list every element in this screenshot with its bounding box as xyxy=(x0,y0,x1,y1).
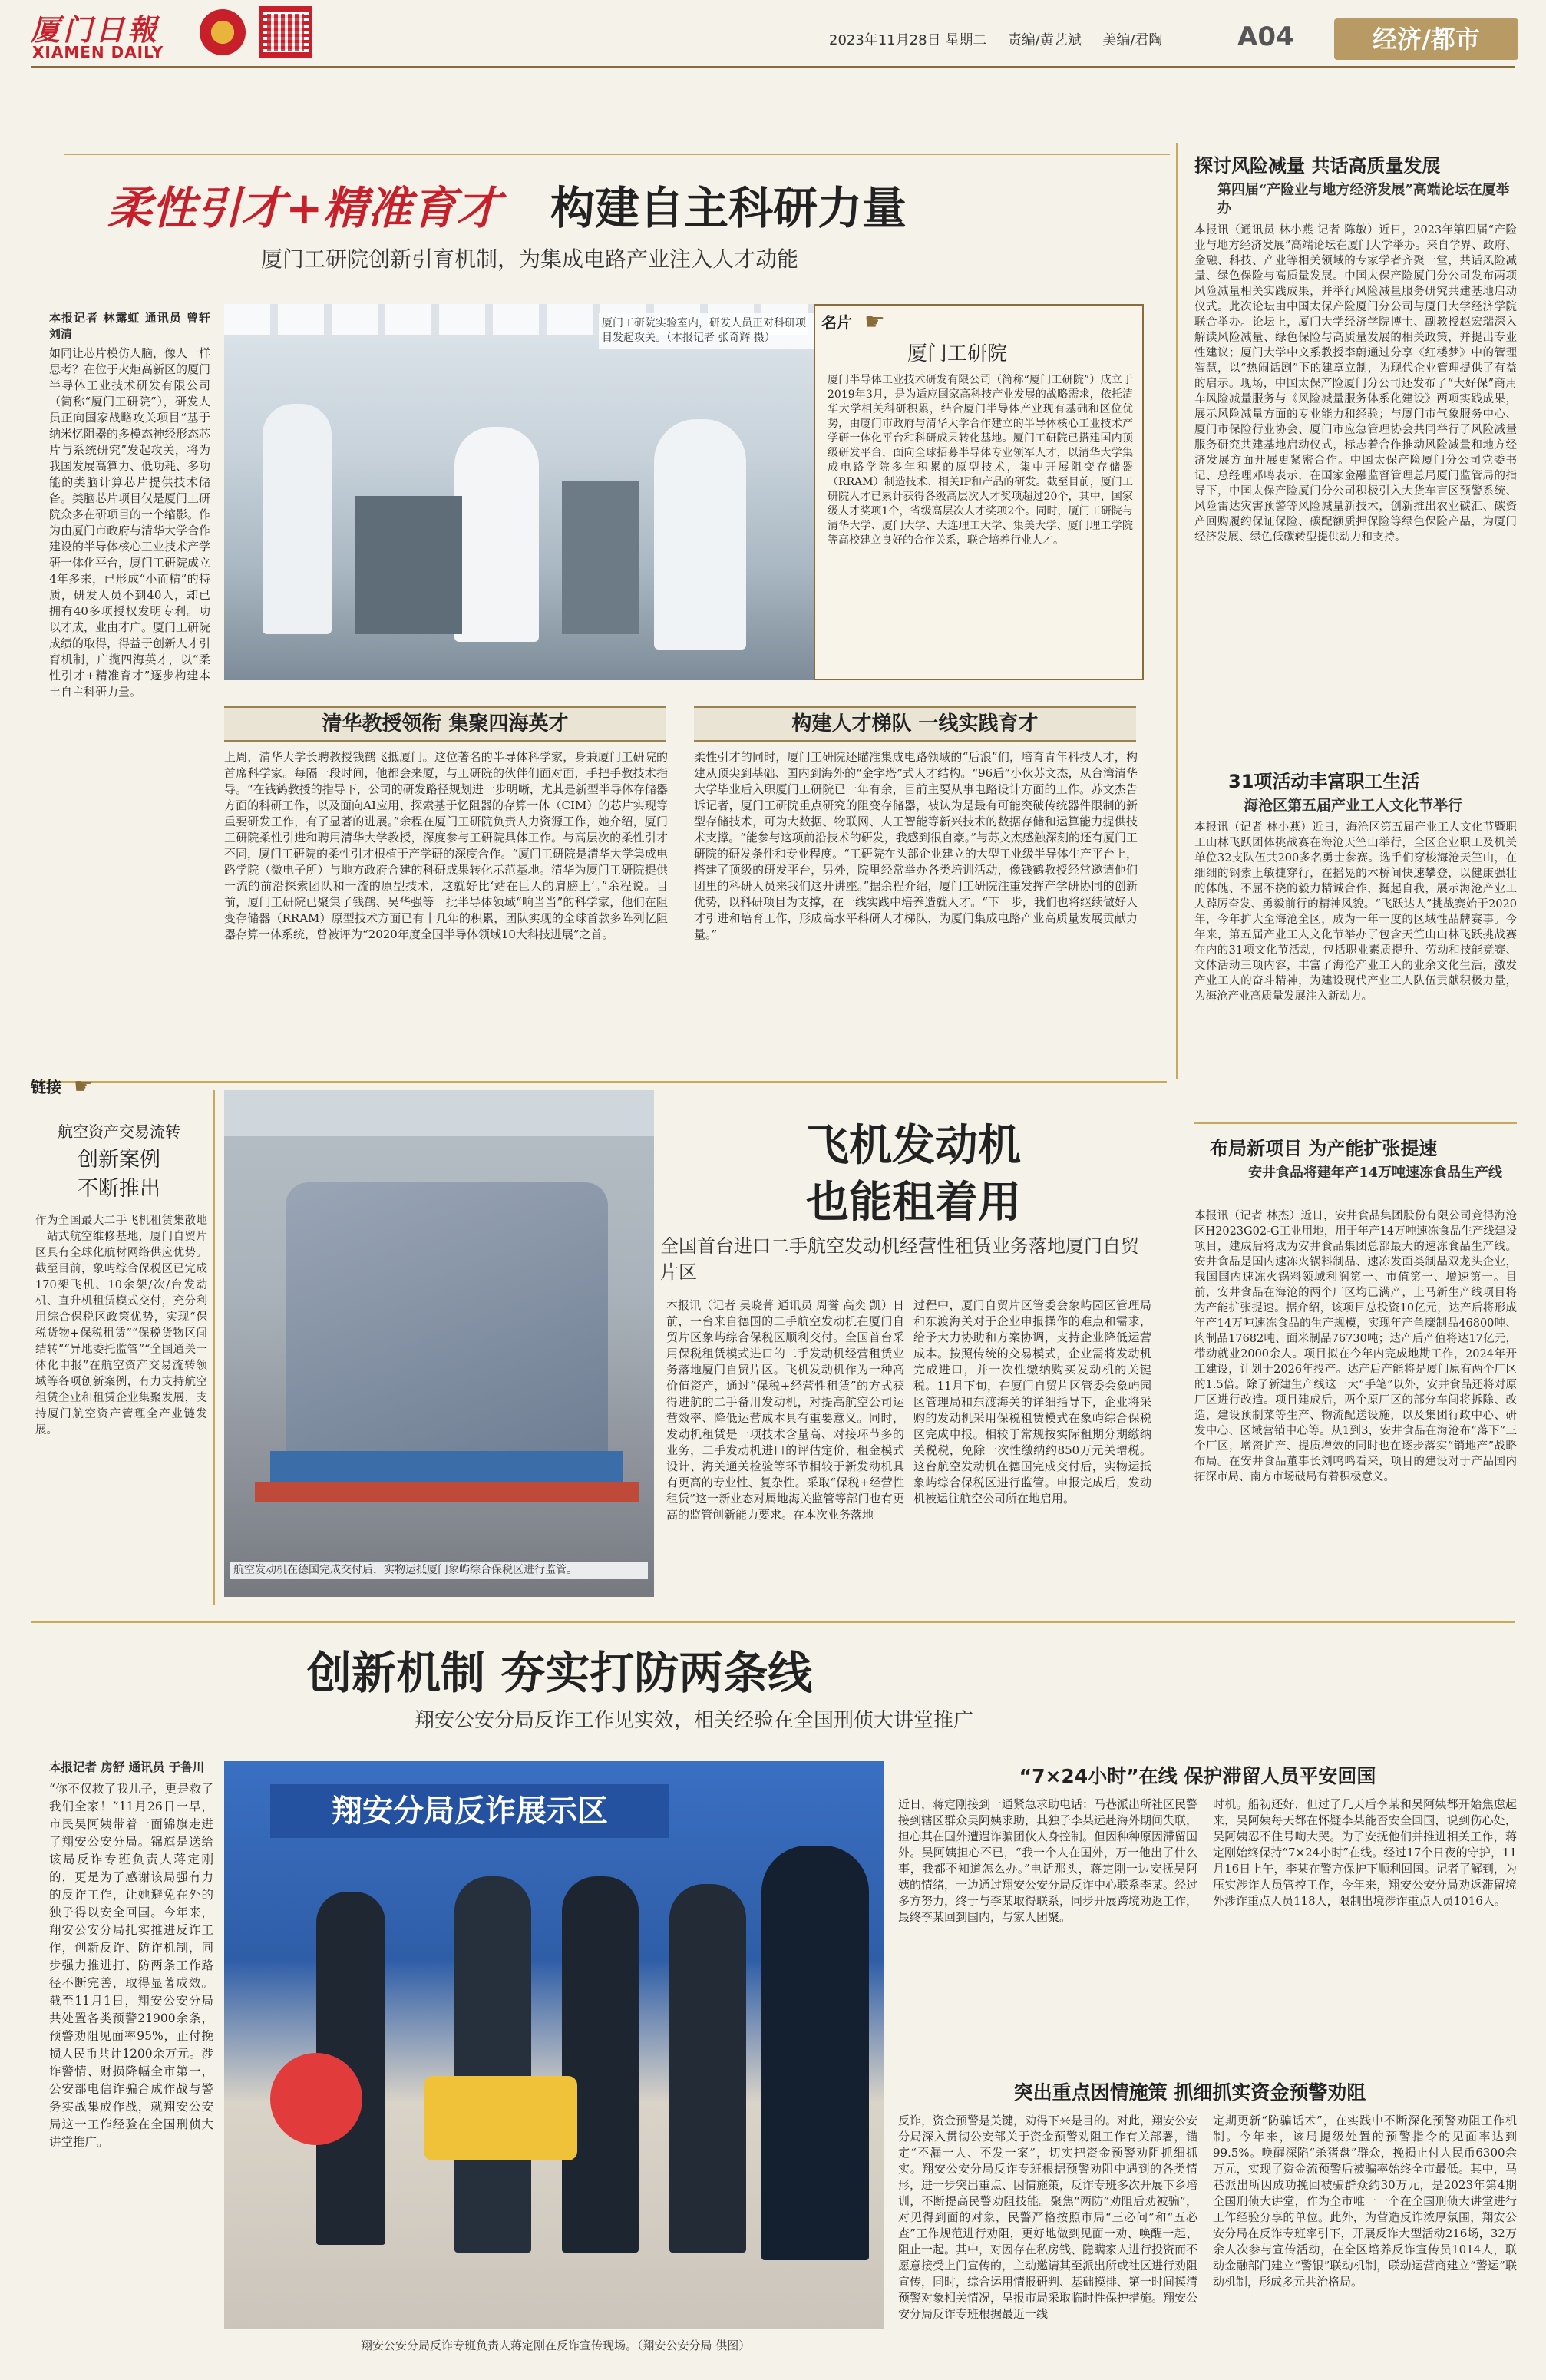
side-title-3: 不断推出 xyxy=(78,1177,160,1201)
mingpian-text: 厦门半导体工业技术研发有限公司（简称“厦门工研院”）成立于2019年3月，是为适应国家高科技产业发展的战略需求，依托清华大学相关科研积累，结合厦门半导体产业现有基础和区位优势，由厦门市政府与清华大学合作建立的半导体核心工业技术产学研一体化平台和科研成果转化基地。厦门工研院已搭建国内顶级研发平台，面向全球招募半导体专业领军人才，以清华大学集成电路学院多年积累的原型技术，集中开展阻变存储器（RRAM）制造技术、相关IP和产品的研发。截至目前，厦门工研院人才已累计获得各级高层次人才奖项超过20个，其中，国家级人才奖项1个，省级高层次人才奖项2个。同时，厦门工研院与清华大学、厦门大学、大连理工大学、集美大学、厦门理工学院等高校建立良好的合作关系，联合培养行业人才。 xyxy=(828,374,1133,547)
story-worker-deck: 海沧区第五届产业工人文化节举行 xyxy=(1244,797,1463,814)
story-talent-headline xyxy=(107,181,1151,235)
section-label: 经济/都市 xyxy=(1334,18,1518,60)
story-risk-body: 本报讯（通讯员 林小燕 记者 陈敏）近日，2023年第四届“产险业与地方经济发展”高端论坛在厦门大学举办。来自学界、政府、金融、科技、产业等相关领域的专家学者齐聚一堂，共话风险减量、绿色保险与高质量发展。中国太保产险厦门分公司发布两项风险减量相关实践成果，并举行风险减量服务研究共建基地启动仪式。此次论坛由中国太保产险厦门分公司与厦门大学经济学院联合举办。论坛上，厦门大学经济学院博士、副教授赵宏瑞深入解读风险减量、绿色保险与高质量发展的相关政策，并提出专业性建议；厦门大学中文系教授李蔚通过分享《红楼梦》中的管理智慧，以“热闹话剧”下的建章立制，为现代企业管理提供了有益的启示。现场，中国太保产险厦门分公司还发布了“大好保”商用车风险减量服务与《风险减量服务体系化建设》两项实践成果，展示风险减量方面的专业能力和经验；与厦门市气象服务中心、厦门市保险行业协会、厦门市应急管理协会共同举行了风险减量服务研究共建基地启动仪式，标志着合作推动风险减量和地方经济发展方面开展更紧密合作。中国太保产险厦门分公司党委书记、总经理邓鸣表示，在国家金融监督管理总局厦门监管局的指导下，中国太保产险厦门分公司积极引入大货车盲区预警系统、风险雷达灾害预警等风险减量新技术，创新推出农业碳汇、碳资产回购履约保证保险、碳配额质押保险等绿色保险产品，为厦门经济发展、绿色低碳转型提供动力和支持。 xyxy=(1194,224,1517,544)
pointing-hand-icon: ☛ xyxy=(74,1073,94,1099)
antifraud-col2a: 反诈，资金预警是关键，劝得下来是目的。对此，翔安公安分局深入贯彻公安部关于资金预警劝阻工作有关部署，锚定“不漏一人、不发一案”，切实把资金预警劝阻抓细抓实。翔安公安分局反诈专班根据预警劝阻中遇到的各类情形，进一步突出重点、因情施策，反诈专班多次开展下乡培训，不断提高民警劝阻技能。聚焦“两防”劝阻后劝被骗”，对见得到面的对象，民警严格按照市局“三必问”和“五必查”工作规范进行劝阻，更好地做到见面一劝、唤醒一起、阻止一起。其中，对因存在私房钱、隐瞒家人进行投资而不愿意接受上门宣传的，主动邀请其至派出所或社区进行劝阻宣传，同时，综合运用情报研判、基础摸排、第一时间摸清预警对象相关情况，呈报市局采取临时性保护措施。翔安公安分局反诈专班根据最近一线 xyxy=(898,2114,1197,2321)
antifraud-intro: “你不仅救了我儿子，更是救了我们全家！”11月26日一早，市民吴阿姨带着一面锦旗走进了翔安公安分局。锦旗是送给该局反诈专班负责人蒋定刚的，更是为了感谢该局强有力的反诈工作，让她避免在外的独子得以安全回国。今年来，翔安公安分局扎实推进反诈工作，创新反诈、防诈机制，同步强力推进打、防两条工作路径不断完善，取得显著成效。截至11月1日，翔安公安分局共处置各类预警21900余条，预警劝阻见面率95%，止付挽损人民币共计1200余万元。涉诈警情、财损降幅全市第一，公安部电信诈骗合成作战与警务实战集成作战，就翔安公安局这一工作经验在全国刑侦大讲堂推广。 xyxy=(49,1782,213,2149)
antifraud-byline: 本报记者 房舒 通讯员 于鲁川 xyxy=(49,1760,205,1774)
side-title-2: 创新案例 xyxy=(78,1148,160,1172)
link-tag: 链接 xyxy=(31,1078,61,1096)
designer-credit: 美编/君陶 xyxy=(1102,32,1163,48)
antifraud-col1b: 时机。船初还好，但过了几天后李某和吴阿姨都开始焦虑起来，吴阿姨每天都在怀疑李某能否安全回国，说到伤心处，吴阿姨忍不住号啕大哭。为了安抚他们并推进相关工作，蒋定刚始终保持“7×24小时”在线。经过17个日夜的守护，11月16日上午，李某在警方保护下顺利回国。记者了解到，为压实涉诈人员管控工作，今年来，翔安公安分局劝返滞留境外涉诈重点人员118人，限制出境涉诈重点人员1016人。 xyxy=(1213,1797,1517,1908)
subhead-tsinghua: 清华教授领衔 集聚四海英才 xyxy=(224,706,666,742)
headline-black: 构建自主科研力量 xyxy=(550,182,907,234)
talent-col1: 上周，清华大学长聘教授钱鹤飞抵厦门。这位著名的半导体科学家，身兼厦门工研院的首席科学家。每隔一段时间，他都会来厦，与工研院的伙伴们面对面，手把手教技术指导。“在钱鹤教授的指导下，公司的研发路径规划进一步明晰，尤其是新型半导体存储器方面的科研工作，以及面向AI应用、探索基于忆阻器的存算一体（CIM）的芯片实现等重要研发工作，有了显著的进展。”余程在厦门工研院负责人力资源工作，她介绍，厦门工研院柔性引进和聘用清华大学教授，深度参与工研院具体工作。与高层次的柔性引才不同，厦门工研院的柔性引才根植于产学研的深度合作。“厦门工研院是清华大学集成电路学院（微电子所）与地方政府合建的科研成果转化示范基地。清华为厦门工研院提供一流的前沿探索团队和一流的原型技术，这就好比‘站在巨人的肩膀上’。”余程说。目前，厦门工研院已聚集了钱鹤、吴华强等一批半导体领域“响当当”的科学家，他们在阻变存储器（RRAM）原型技术方面已有十几年的积累，团队实现的全球首款多阵列忆阻器存算一体系统，曾被评为“2020年度全国半导体领域10大科技进展”之首。 xyxy=(224,750,668,941)
story-anjoy-body: 本报讯（记者 林杰）近日，安井食品集团股份有限公司竞得海沧区H2023G02-G工业用地，用于年产14万吨速冻食品生产线建设项目，建成后将成为安井食品集团总部最大的速冻食品生产线。安井食品是国内速冻火锅料制品、速冻发面类制品双龙头企业，我国国内速冻火锅料领域利润第一、市值第一、增速第一。目前，安井食品在海沧的两个厂区均已满产，上马新生产线项目将为产能扩张提速。据介绍，该项目总投资10亿元，达产后将形成年产14万吨速冻食品的生产规模，实现年产鱼糜制品46800吨、肉制品17682吨、面米制品76730吨；达产后产值将达17亿元，带动就业2000余人。项目拟在今年内完成地勘工作，2024年开工建设，计划于2026年投产。达产后产能将是厦门原有两个厂区的1.5倍。除了新建生产线这一大“手笔”以外，安井食品还将对原厂区进行改造。项目建成后，两个原厂区的部分车间将拆除、改造，建设预制菜等生产、物流配送设施，以及集团行政中心、研发中心、区域营销中心等。从1到3，安井食品在海沧布“落下”三个厂区，增资扩产、提质增效的同时也在逐步落实“销地产”战略布局。在安井食品董事长刘鸣鸣看来，项目的建设对于产品国内拓深市局、南方市场破局有着积极意义。 xyxy=(1194,1210,1517,1483)
story-anjoy-deck: 安井食品将建年产14万吨速冻食品生产线 xyxy=(1248,1165,1503,1181)
engine-body-left: 本报讯（记者 吴晓菁 通讯员 周誉 高奕 凯）日前，一台来自德国的二手航空发动机在厦门自贸片区象屿综合保税区顺利交付。全国首台采用保税租赁模式进口的二手发动机经营租赁业务落地厦门自贸片区。飞机发动机作为一种高价值资产，通过“保税+经营性租赁”的方式获得进航的二手备用发动机，对提高航空公司运营效率、降低运营成本具有重要意义。同时，发动机租赁是一项技术含量高、对接环节多的业务，二手发动机进口的评估定价、租金模式设计、海关通关检验等环节相较于新发动机具有更高的专业性、复杂性。采取“保税+经营性租赁”这一新业态对属地海关监管等部门也有更高的监管创新能力要求。在本次业务落地 xyxy=(666,1298,904,1522)
side-title-1: 航空资产交易流转 xyxy=(58,1122,180,1141)
engine-body-right: 过程中，厦门自贸片区管委会象屿园区管理局和东渡海关对于企业申报操作的难点和需求，给予大力协助和方案协调，支持企业降低运营成本。按照传统的交易模式，企业需将发动机完成进口，并一次性缴纳购买发动机的关键税。11月下旬，在厦门自贸片区管委会象屿园区管理局和东渡海关的详细指导下，企业将采购的发动机采用保税租赁模式在象屿综合保税区完成申报。相较于常规按实际租期分期缴纳关税税，免除一次性缴纳约850万元关增税。这台航空发动机在德国完成交付后，实物运抵象屿综合保税区进行监管。申报完成后，发动机被运往航空公司所在地启用。 xyxy=(913,1298,1151,1506)
story-anjoy-headline: 布局新项目 为产能扩张提速 xyxy=(1210,1138,1438,1159)
side-body: 作为全国最大二手飞机租赁集散地一站式航空维修基地，厦门自贸片区具有全球化航材网络供应优势。截至目前，象屿综合保税区已完成170架飞机、10余架/次/台发动机、直升机租赁模式交付，充分利用综合保税区政策优势，实现“保税货物+保税租赁”“保税货物区间结转”“异地委托监管”“全国通关一体化申报”在航空资产交易流转领域等各项创新案例，有力支持航空租赁企业和租赁企业集聚发展，支持厦门航空资产管理全产业链发展。 xyxy=(35,1215,207,1436)
antifraud-subtitle: 翔安公安分局反诈工作见实效，相关经验在全国刑侦大讲堂推广 xyxy=(415,1709,974,1732)
qr-code-icon xyxy=(259,6,312,58)
newspaper-logo-en: XIAMEN DAILY xyxy=(32,43,164,61)
antifraud-photo-caption: 翔安公安分局反诈专班负责人蒋定刚在反诈宣传现场。（翔安公安分局 供图） xyxy=(361,2339,751,2352)
engine-deck: 全国首台进口二手航空发动机经营性租赁业务落地厦门自贸片区 xyxy=(660,1235,1139,1283)
page-number: A04 xyxy=(1237,21,1294,52)
issue-date: 2023年11月28日 星期二 xyxy=(829,32,987,48)
subhead-talent-tier: 构建人才梯队 一线实践育才 xyxy=(694,706,1136,742)
editor-credit: 责编/黄艺斌 xyxy=(1007,32,1082,48)
antifraud-col2b: 定期更新“防骗话术”，在实践中不断深化预警劝阻工作机制。今年来，该局提级处置的预警指令的见面率达到99.5%。唤醒深陷“杀猪盘”群众，挽损止付人民币6300余万元，实现了资金流预警后被骗率始终全市最低。其中，马巷派出所因成功挽回被骗群众约30万元，是2023年第4期全国刑侦大讲堂，作为全市唯一一个在全国刑侦大讲堂进行工作经验分享的单位。此外，为营造反诈浓厚氛围，翔安公安分局在反诈专班率引下，开展反诈大型活动216场，32万余人次参与宣传活动，在全区培养反诈宣传员1014人，联动金融部门建立“警银”联动机制，联动运营商建立“警运”联动机制，形成多元共治格局。 xyxy=(1213,2114,1517,2289)
headline-red: 柔性引才+精准育才 xyxy=(107,182,501,234)
mingpian-box xyxy=(814,304,1144,680)
engine-photo-caption: 航空发动机在德国完成交付后，实物运抵厦门象屿综合保税区进行监管。 xyxy=(230,1562,648,1579)
story-worker-headline: 31项活动丰富职工生活 xyxy=(1228,771,1420,792)
newspaper-logo-cn: 厦门日報 xyxy=(31,12,160,47)
talent-col2: 柔性引才的同时，厦门工研院还瞄准集成电路领域的“后浪”们，培育青年科技人才，构建从顶尖到基础、国内到海外的“金字塔”式人才结构。“96后”小伙苏文杰，从台湾清华大学毕业后入职厦门工研院已一年有余，目前主要从事电路设计方面的工作。苏文杰告诉记者，厦门工研院重点研究的阻变存储器，被认为是最有可能突破传统器件限制的新型存储技术，可为大数据、物联网、人工智能等新兴技术的数据存储和运算能力提供技术支撑。“能参与这项前沿技术的研发，我感到很自豪。”与苏文杰感触深刻的还有厦门工研院的研发条件和专业程度。“工研院在头部企业建立的大型工业级半导体生产平台上，搭建了顶级的研发平台，另外，院里经常举办各类培训活动，像钱鹤教授经常邀请他们团里的科研人员来我们这开讲座。”据余程介绍，厦门工研院注重发挥产学研协同的创新优势，以科研项目为支撑，在一线实践中培养造就人才。“下一步，我们也将继续做好人才引进和培育工作，形成高水平科研人才梯队，为厦门集成电路产业高质量发展贡献力量。” xyxy=(694,750,1138,941)
story-talent-intro: 如同让芯片模仿人脑，像人一样思考？在位于火炬高新区的厦门半导体工业技术研发有限公司（简称“厦门工研院”），研发人员正向国家战略攻关项目“基于纳米忆阻器的多模态神经形态芯片与系统研究”发起攻关，将为我国发展高算力、低功耗、多功能的类脑计算芯片提供技术储备。类脑芯片项目仅是厦门工研院众多在研项目的一个缩影。作为由厦门市政府与清华大学合作建设的半导体核心工业技术产学研一体化平台，厦门工研院成立4年多来，已形成“小而精”的特质，研发人员不到40人，却已拥有40多项授权发明专利。功以才成，业由才广。厦门工研院成绩的取得，得益于创新人才引育机制，广揽四海英才，以“柔性引才+精准育才”逐步构建本土自主科研力量。 xyxy=(49,346,210,699)
engine-headline-2: 也能租着用 xyxy=(806,1178,1021,1228)
mingpian-tag: 名片 xyxy=(821,313,852,332)
story-risk-headline: 探讨风险减量 共话高质量发展 xyxy=(1194,155,1441,177)
lab-photo xyxy=(224,304,818,680)
engine-photo xyxy=(224,1090,654,1597)
antifraud-col1a: 近日，蒋定刚接到一通紧急求助电话：马巷派出所社区民警接到辖区群众吴阿姨求助，其独子李某远赴海外期间失联，担心其在国外遭遇诈骗团伙人身控制。但因种种原因滞留国外。吴阿姨担心不已，“我一个人在国外，万一他出了什么事，我都不知道怎么办。”电话那头，蒋定刚一边安抚吴阿姨的情绪，一边通过翔安公安分局反诈中心联系李某。经过多方努力，终于与李某取得联系，同步开展跨境劝返工作，最终李某回到国内，与家人团聚。 xyxy=(898,1797,1197,1924)
mingpian-title: 厦门工研院 xyxy=(907,342,1008,365)
engine-headline-1: 飞机发动机 xyxy=(806,1121,1021,1171)
antifraud-headline: 创新机制 夯实打防两条线 xyxy=(307,1647,813,1699)
story-risk-deck: 第四届“产险业与地方经济发展”高端论坛在厦举办 xyxy=(1217,182,1510,217)
story-talent-subtitle: 厦门工研院创新引育机制，为集成电路产业注入人才动能 xyxy=(261,246,799,272)
subhead-24h: “7×24小时”在线 保护滞留人员平安回国 xyxy=(1019,1765,1376,1787)
masthead xyxy=(0,0,1546,71)
newspaper-logo-icon xyxy=(200,9,246,55)
subhead-funds-warning: 突出重点因情施策 抓细抓实资金预警劝阻 xyxy=(1013,2081,1366,2104)
antifraud-photo: 翔安分局反诈展示区 xyxy=(224,1761,884,2329)
story-worker-body: 本报讯（记者 林小燕）近日，海沧区第五届产业工人文化节暨职工山林飞跃团体挑战赛在海沧天竺山举行，全区企业职工及机关单位32支队伍共200多名勇士参赛。选手们穿梭海沧天竺山，在细细的钢索上敏捷穿行，在摇晃的木桥间快速攀登，以健康强壮的体魄、不屈不挠的毅力精诚合作，挺起自我，展示海沧产业工人踔厉奋发、勇毅前行的精神风貌。“飞跃达人”挑战赛始于2020年，今年扩大至海沧全区，成为一年一度的区域性品牌赛事。今年来，第五届产业工人文化节举办了包含天竺山山林飞跃挑战赛在内的31项文化节活动，包括职业素质提升、劳动和技能竞赛、文体活动三项内容，丰富了海沧产业工人的业余文化生活，激发产业工人的奋斗精神，为建设现代产业工人队伍贡献积极力量，为海沧产业高质量发展注入新动力。 xyxy=(1194,821,1517,1003)
story-talent-byline: 本报记者 林露虹 通讯员 曾轩 刘清 xyxy=(49,311,210,341)
lab-photo-caption: 厦门工研院实验室内，研发人员正对科研项目发起攻关。（本报记者 张奇辉 摄） xyxy=(599,313,814,349)
pointing-hand-icon: ☛ xyxy=(864,309,885,336)
